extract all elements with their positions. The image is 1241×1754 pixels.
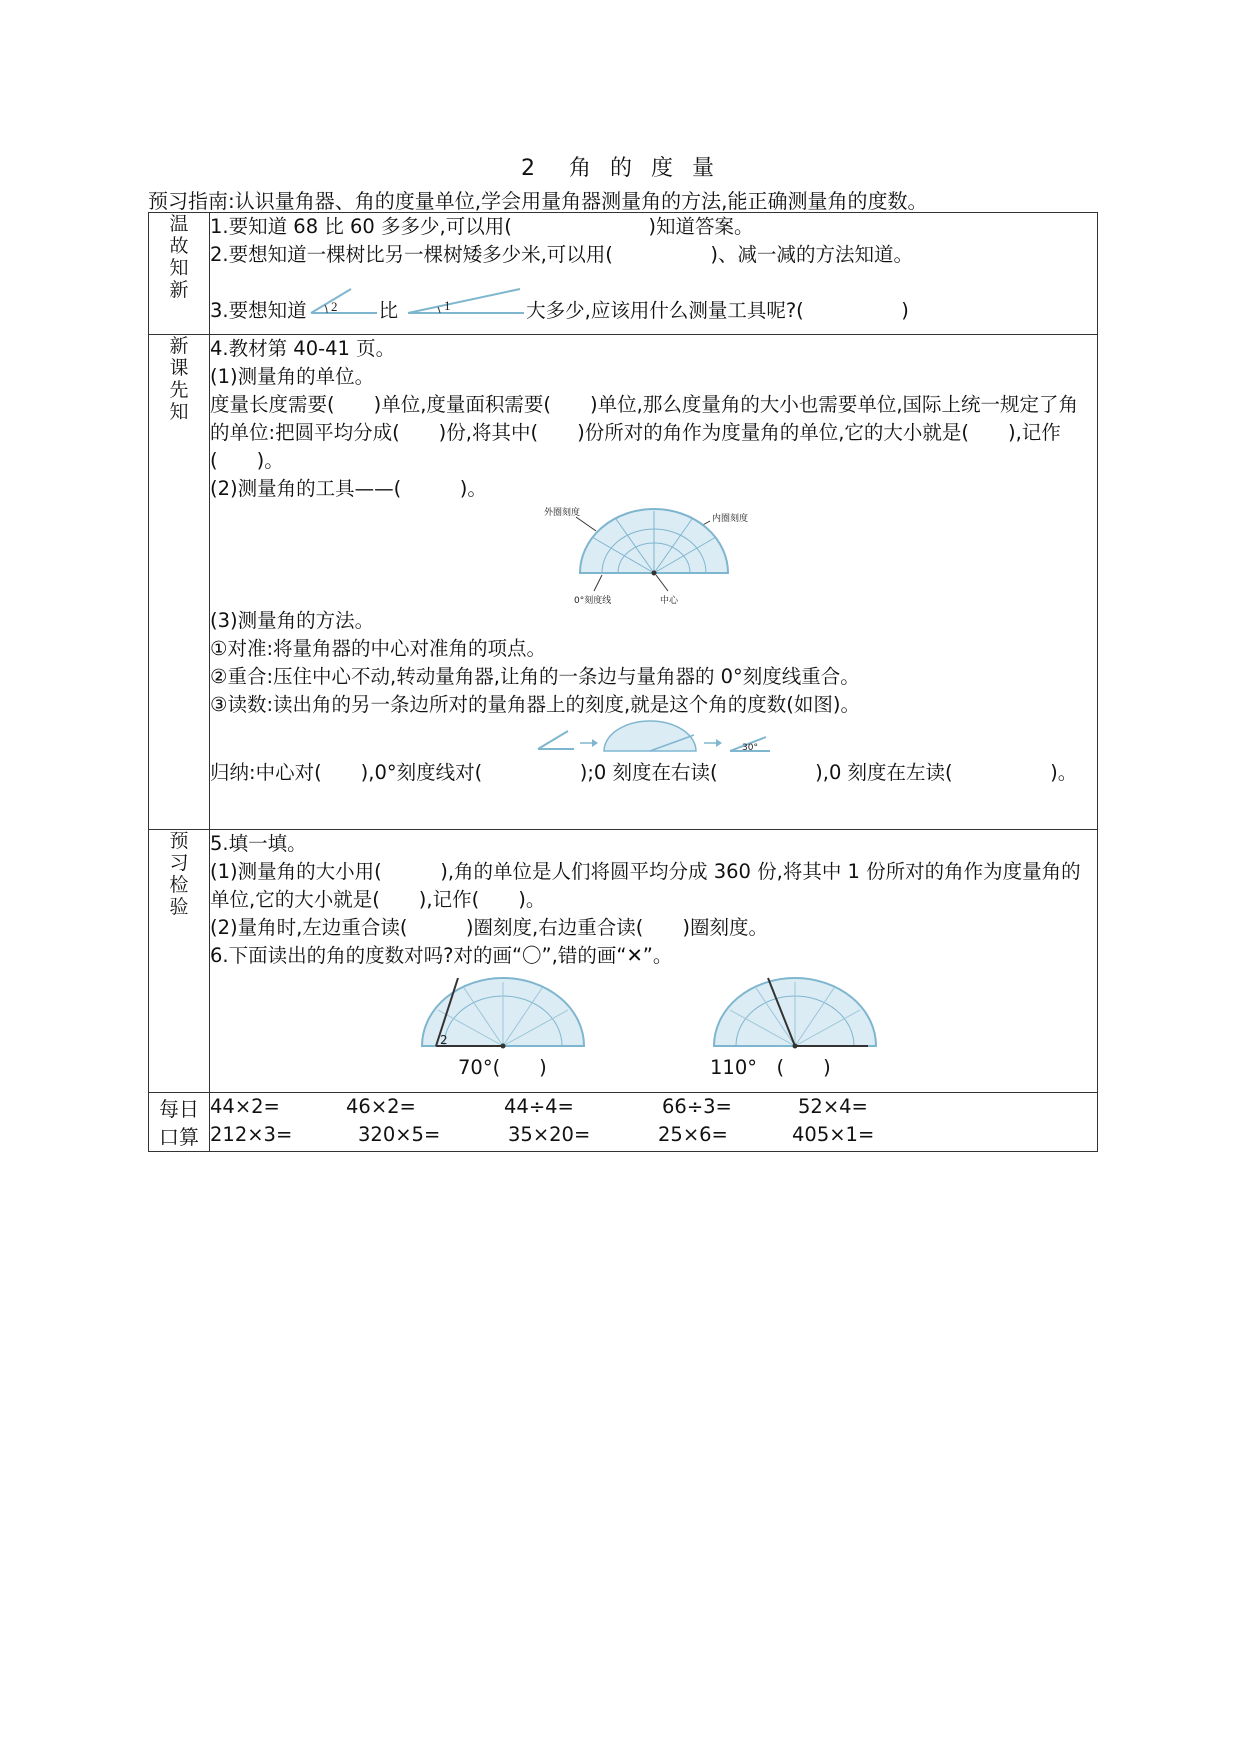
review-label: 温故知新 xyxy=(149,213,210,335)
new-l2: (1)测量角的单位。 xyxy=(210,365,375,388)
new-l6: ①对准:将量角器的中心对准角的项点。 xyxy=(210,637,547,660)
check-row xyxy=(149,830,1098,1093)
review-q3: 3.要想知道 2 比 1 大多少,应该用什么测量工具呢?( ) xyxy=(210,287,1097,325)
calc-item: 320×5= xyxy=(358,1123,441,1146)
calc-item: 25×6= xyxy=(658,1123,728,1146)
page-title: 2 角 的 度 量 xyxy=(521,156,720,181)
new-l9: 归纳:中心对( ),0°刻度线对( );0 刻度在右读( ),0 刻度在左读( )。 xyxy=(210,761,1078,784)
calc-item: 66÷3= xyxy=(662,1095,732,1118)
check-l1: 5.填一填。 xyxy=(210,832,307,855)
protractor-110 xyxy=(710,974,880,1079)
new-l3: 度量长度需要( )单位,度量面积需要( )单位,那么度量角的大小也需要单位,国际上统一规定了角的单位:把圆平均分成( )份,将其中( )份所对的角作为度量角的单位,它的大小就是( ),记作( )。 xyxy=(210,393,1079,472)
calc-item: 44÷4= xyxy=(504,1095,574,1118)
calc-item: 44×2= xyxy=(210,1095,280,1118)
calc-row-1 xyxy=(210,1093,1097,1121)
reading-70-caption: 70°( ) xyxy=(458,1056,547,1079)
review-content xyxy=(210,213,1098,335)
outer-scale-label: 外圈刻度 xyxy=(543,508,580,518)
calc-item: 212×3= xyxy=(210,1123,293,1146)
check-content xyxy=(210,830,1098,1093)
review-q2: 2.要想知道一棵树比另一棵树矮多少米,可以用( )、减一减的方法知道。 xyxy=(210,243,914,266)
new-l1: 4.教材第 40-41 页。 xyxy=(210,337,396,360)
daily-calc-row xyxy=(149,1093,1098,1152)
new-l5: (3)测量角的方法。 xyxy=(210,609,375,632)
protractor-70 xyxy=(418,974,588,1079)
check-label: 预习检验 xyxy=(149,830,210,1093)
zero-line-label: 0°刻度线 xyxy=(573,596,611,606)
calc-row-2 xyxy=(210,1121,1097,1149)
angle-1-figure xyxy=(398,287,526,325)
protractor-diagram xyxy=(210,503,1097,607)
check-l4: 6.下面读出的角的度数对吗?对的画“〇”,错的画“✕”。 xyxy=(210,944,673,967)
calc-item: 405×1= xyxy=(792,1123,875,1146)
daily-calc-content xyxy=(210,1093,1098,1152)
review-q1: 1.要知道 68 比 60 多多少,可以用( )知道答案。 xyxy=(210,215,754,238)
new-l4: (2)测量角的工具——( )。 xyxy=(210,477,487,500)
review-row xyxy=(149,213,1098,335)
calc-item: 35×20= xyxy=(508,1123,591,1146)
angle-30-label: 30° xyxy=(741,743,758,753)
new-lesson-label: 新课先知 xyxy=(149,335,210,830)
center-label: 中心 xyxy=(659,596,678,606)
new-lesson-row xyxy=(149,335,1098,830)
calc-item: 46×2= xyxy=(346,1095,416,1118)
new-l8: ③读数:读出角的另一条边所对的量角器上的刻度,就是这个角的度数(如图)。 xyxy=(210,693,860,716)
daily-calc-label: 每日 口算 xyxy=(149,1093,210,1152)
reading-110-caption: 110° ( ) xyxy=(710,1056,831,1079)
angle-2-figure xyxy=(307,287,379,325)
new-lesson-content xyxy=(210,335,1098,830)
angle-1-mark: 1 xyxy=(444,298,451,313)
check-l3: (2)量角时,左边重合读( )圈刻度,右边重合读( )圈刻度。 xyxy=(210,916,768,939)
inner-scale-label: 内圈刻度 xyxy=(711,514,748,524)
angle-2-mark: 2 xyxy=(330,299,338,314)
new-l7: ②重合:压住中心不动,转动量角器,让角的一条边与量角器的 0°刻度线重合。 xyxy=(210,665,860,688)
protractor-readings xyxy=(210,970,1097,1082)
check-l2: (1)测量角的大小用( ),角的单位是人们将圆平均分成 360 份,将其中 1 份所对的角作为度量角的单位,它的大小就是( ),记作( )。 xyxy=(210,860,1081,911)
measuring-steps-diagram xyxy=(210,719,1097,759)
preview-guide: 预习指南:认识量角器、角的度量单位,学会用量角器测量角的方法,能正确测量角的度数。 xyxy=(148,189,928,213)
worksheet-table xyxy=(148,212,1098,1152)
calc-item: 52×4= xyxy=(798,1095,868,1118)
protractor-70-mark: 2 xyxy=(440,1033,448,1047)
